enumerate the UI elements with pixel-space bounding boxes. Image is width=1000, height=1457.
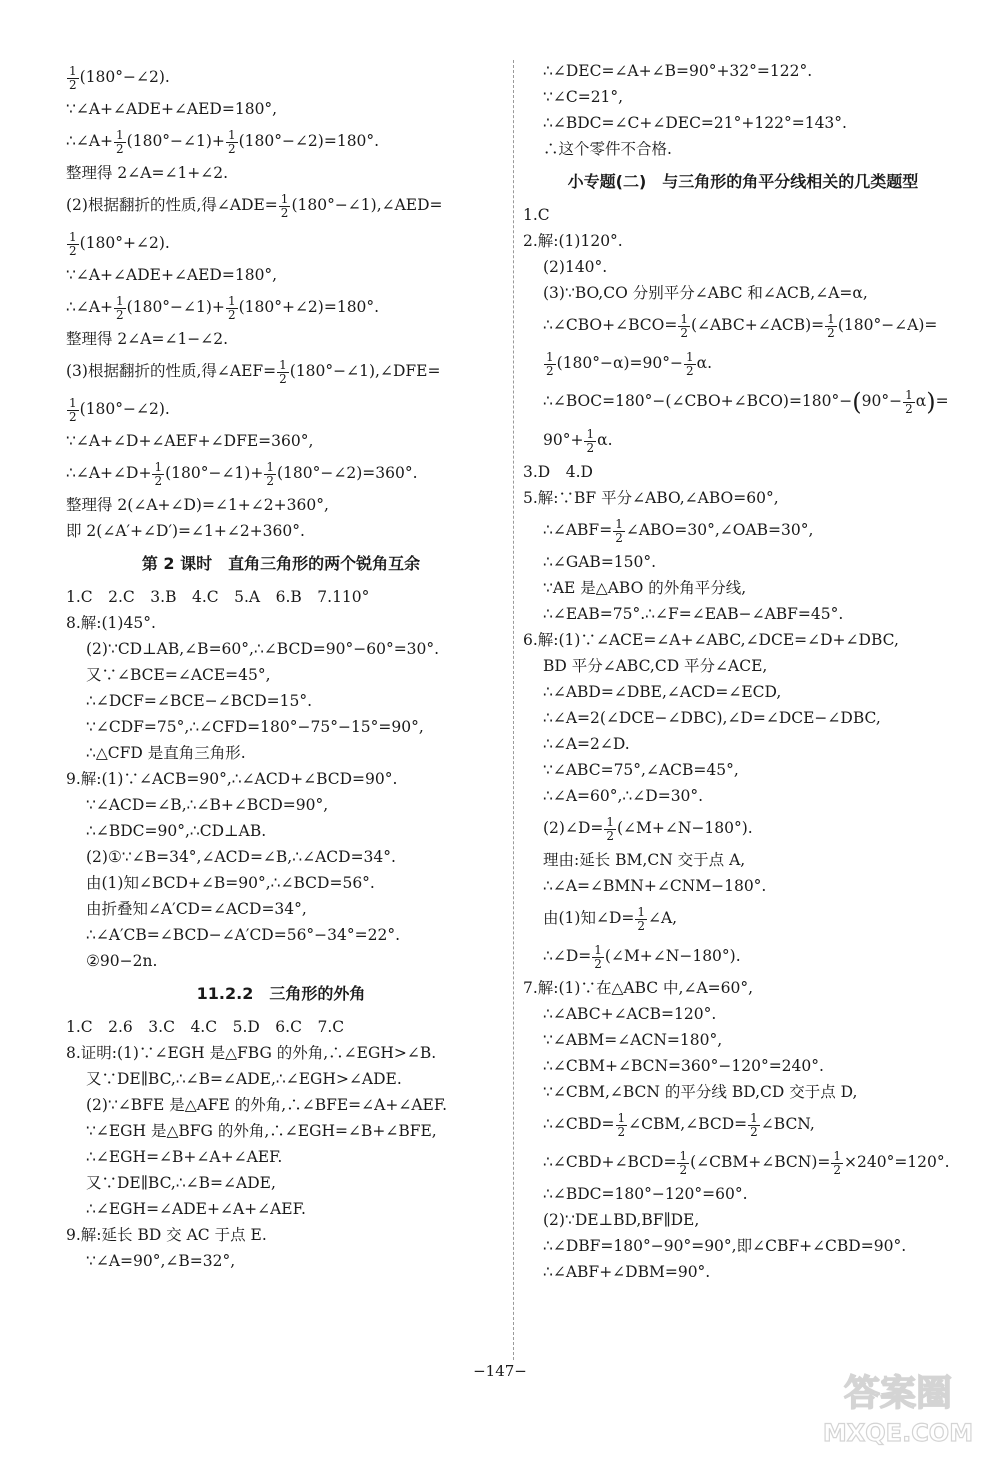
answer-line: 7.解:(1)∵在△ABC 中,∠A=60°, (523, 979, 754, 997)
fraction: $\frac{1}{2}$ (116, 127, 124, 156)
fraction: $\frac{1}{2}$ (615, 516, 623, 545)
answer-line: ∴∠A=60°,∴∠D=30°. (543, 787, 704, 805)
answer-line: BD 平分∠ABC,CD 平分∠ACE, (543, 657, 768, 675)
fraction: $\frac{1}{2}$ (154, 459, 163, 488)
answer-line: 理由:延长 BM,CN 交于点 A, (543, 851, 746, 869)
watermark-logo (808, 1361, 988, 1451)
answer-line: (3)∵BO,CO 分别平分∠ABC 和∠ACB,∠A=α, (543, 284, 868, 302)
answer-line: (2)∵DE⊥BD,BF∥DE, (543, 1211, 700, 1229)
column-divider (513, 60, 514, 1360)
answer-line: 由(1)知∠BCD+∠B=90°,∴∠BCD=56°. (86, 874, 375, 892)
text-line: ∴∠A+ $\frac{1}{2}$ (180°−∠1)+ $\frac{1}{2}$ (180°+∠2)=180°. (66, 293, 380, 322)
fraction: $\frac{1}{2}$ (617, 1110, 626, 1139)
answer-line: ∴∠A=∠BMN+∠CNM−180°. (543, 877, 767, 895)
page-number: −147− (473, 1362, 527, 1380)
section-heading: 小专题(二) 与三角形的角平分线相关的几类题型 (567, 172, 919, 191)
fraction: $\frac{1}{2}$ (679, 1148, 688, 1177)
fraction: $\frac{1}{2}$ (594, 942, 602, 971)
text-line: 整理得 2∠A=∠1−∠2. (66, 330, 229, 348)
text-line: $\frac{1}{2}$ (180°−∠2). (69, 63, 170, 92)
text-line: ∴这个零件不合格. (543, 140, 672, 158)
fraction: $\frac{1}{2}$ (69, 229, 77, 258)
fraction: $\frac{1}{2}$ (116, 293, 124, 322)
answer-line: ∴∠CBD+∠BCD= $\frac{1}{2}$ (∠CBM+∠BCN)= $\frac{1}{2}$ ×240°=120°. (543, 1148, 950, 1177)
fraction: $\frac{1}{2}$ (227, 127, 236, 156)
answer-line: (2)∠D= $\frac{1}{2}$ (∠M+∠N−180°). (543, 814, 753, 843)
answer-line: (2)①∵∠B=34°,∠ACD=∠B,∴∠ACD=34°. (86, 848, 396, 866)
answer-line: 1.C 2.C 3.B 4.C 5.A 6.B 7.110° (66, 588, 370, 606)
fraction: $\frac{1}{2}$ (69, 395, 77, 424)
fraction: $\frac{1}{2}$ (905, 387, 913, 416)
answer-line: ∴∠EAB=75°.∴∠F=∠EAB−∠ABF=45°. (543, 605, 844, 623)
answer-line: ∴∠CBD= $\frac{1}{2}$ ∠CBM,∠BCD= $\frac{1}{2}$ ∠BCN, (543, 1110, 815, 1139)
answer-line: ∴∠GAB=150°. (543, 553, 657, 571)
fraction: $\frac{1}{2}$ (833, 1148, 841, 1177)
fraction: $\frac{1}{2}$ (69, 63, 77, 92)
answer-line: ∴∠ABF= $\frac{1}{2}$ ∠ABO=30°,∠OAB=30°, (543, 516, 814, 545)
fraction: $\frac{1}{2}$ (680, 311, 688, 340)
text-line: ∴∠A+ $\frac{1}{2}$ (180°−∠1)+ $\frac{1}{2}$ (180°−∠2)=180°. (66, 127, 380, 156)
answer-line: ∵∠A=90°,∠B=32°, (86, 1252, 236, 1270)
answer-line: 由折叠知∠A′CD=∠ACD=34°, (86, 900, 307, 918)
answer-line: ∴∠ABF+∠DBM=90°. (543, 1263, 711, 1281)
fraction: $\frac{1}{2}$ (750, 1110, 758, 1139)
answer-line: ∴∠CBO+∠BCO= $\frac{1}{2}$ (∠ABC+∠ACB)= $\frac{1}{2}$ (180°−∠A)= (543, 311, 938, 340)
answer-line: 6.解:(1)∵∠ACE=∠A+∠ABC,∠DCE=∠D+∠DBC, (523, 631, 899, 649)
fraction: $\frac{1}{2}$ (685, 349, 694, 378)
text-line: (3)根据翻折的性质,得∠AEF= $\frac{1}{2}$ (180°−∠1),∠DFE= (66, 357, 441, 386)
answer-line: 9.解:(1)∵∠ACB=90°,∴∠ACD+∠BCD=90°. (66, 770, 398, 788)
answer-line: ∴∠A′CB=∠BCD−∠A′CD=56°−34°=22°. (86, 926, 401, 944)
watermark-bottom-text: MXQE.COM (822, 1419, 974, 1447)
fraction: $\frac{1}{2}$ (637, 904, 645, 933)
text-line: (2)根据翻折的性质,得∠ADE= $\frac{1}{2}$ (180°−∠1),∠AED= (66, 191, 443, 220)
text-line: ∵∠A+∠ADE+∠AED=180°, (66, 100, 278, 118)
answer-line: 9.解:延长 BD 交 AC 于点 E. (66, 1226, 267, 1244)
answer-line: (2)140°. (543, 258, 608, 276)
answer-line: ∴∠ABC+∠ACB=120°. (543, 1005, 717, 1023)
answer-line: ∴∠A=2∠D. (543, 735, 630, 753)
answer-line: ∵∠ACD=∠B,∴∠B+∠BCD=90°, (86, 796, 329, 814)
watermark-top-text: 答案圈 (843, 1373, 953, 1414)
fraction: $\frac{1}{2}$ (279, 357, 287, 386)
answer-line: 8.证明:(1)∵∠EGH 是△FBG 的外角,∴∠EGH>∠B. (66, 1044, 437, 1062)
answer-line: 3.D 4.D (523, 463, 593, 481)
answer-line: ∴∠BOC=180°−(∠CBO+∠BCO)=180°−(90°− $\frac{1}{2}$ α)= (543, 387, 949, 416)
answer-line: 5.解:∵BF 平分∠ABO,∠ABO=60°, (523, 489, 779, 507)
text-line: ∴∠A+∠D+ $\frac{1}{2}$ (180°−∠1)+ $\frac{1}{2}$ (180°−∠2)=360°. (66, 459, 418, 488)
left-column (66, 58, 496, 1274)
fraction: $\frac{1}{2}$ (606, 814, 614, 843)
text-line: ∵∠A+∠D+∠AEF+∠DFE=360°, (66, 432, 314, 450)
answer-line: ∵∠ABC=75°,∠ACB=45°, (543, 761, 739, 779)
text-line: $\frac{1}{2}$ (180°−∠2). (69, 395, 170, 424)
answer-line: 又∵DE∥BC,∴∠B=∠ADE, (86, 1174, 276, 1192)
answer-line: (2)∵∠BFE 是△AFE 的外角,∴∠BFE=∠A+∠AEF. (86, 1096, 448, 1114)
right-column (523, 58, 963, 1285)
text-line: 整理得 2(∠A+∠D)=∠1+∠2+360°, (66, 496, 329, 514)
answer-line: 又∵∠BCE=∠ACE=45°, (86, 666, 271, 684)
answer-line: ∴∠DCF=∠BCE−∠BCD=15°. (86, 692, 313, 710)
answer-line: 2.解:(1)120°. (523, 232, 623, 250)
fraction: $\frac{1}{2}$ (827, 311, 835, 340)
answer-line: ∴∠A=2(∠DCE−∠DBC),∠D=∠DCE−∠DBC, (543, 709, 881, 727)
fraction: $\frac{1}{2}$ (266, 459, 274, 488)
answer-line: ∴∠ABD=∠DBE,∠ACD=∠ECD, (543, 683, 782, 701)
text-line: ∵∠C=21°, (543, 88, 624, 106)
fraction: $\frac{1}{2}$ (546, 349, 554, 378)
text-line: $\frac{1}{2}$ (180°+∠2). (69, 229, 170, 258)
answer-line: ∴∠BDC=90°,∴CD⊥AB. (86, 822, 267, 840)
fraction: $\frac{1}{2}$ (586, 426, 595, 455)
text-line: 即 2(∠A′+∠D′)=∠1+∠2+360°. (66, 522, 305, 540)
answer-line: ∴∠DBF=180°−90°=90°,即∠CBF+∠CBD=90°. (543, 1237, 907, 1255)
answer-line: ∴∠EGH=∠B+∠A+∠AEF. (86, 1148, 283, 1166)
answer-line: ②90−2n. (86, 952, 158, 970)
answer-line: ∵∠EGH 是△BFG 的外角,∴∠EGH=∠B+∠BFE, (86, 1122, 437, 1140)
answer-line: ∵∠CBM,∠BCN 的平分线 BD,CD 交于点 D, (543, 1083, 858, 1101)
fraction: $\frac{1}{2}$ (227, 293, 236, 322)
answer-line: 8.解:(1)45°. (66, 614, 156, 632)
text-line: ∴∠DEC=∠A+∠B=90°+32°=122°. (543, 62, 813, 80)
section-heading: 第 2 课时 直角三角形的两个锐角互余 (141, 554, 421, 573)
answer-line: ∴∠EGH=∠ADE+∠A+∠AEF. (86, 1200, 306, 1218)
answer-line: ∴∠CBM+∠BCN=360°−120°=240°. (543, 1057, 824, 1075)
answer-line: ∵∠CDF=75°,∴∠CFD=180°−75°−15°=90°, (86, 718, 424, 736)
answer-line: ∵∠ABM=∠ACN=180°, (543, 1031, 723, 1049)
text-line: 整理得 2∠A=∠1+∠2. (66, 164, 229, 182)
text-line: ∴∠BDC=∠C+∠DEC=21°+122°=143°. (543, 114, 847, 132)
section-heading: 11.2.2 三角形的外角 (196, 984, 366, 1003)
answer-line: 1.C 2.6 3.C 4.C 5.D 6.C 7.C (66, 1018, 345, 1036)
answer-line: ∴∠D= $\frac{1}{2}$ (∠M+∠N−180°). (543, 942, 741, 971)
text-line: ∵∠A+∠ADE+∠AED=180°, (66, 266, 278, 284)
answer-line: ∴∠BDC=180°−120°=60°. (543, 1185, 748, 1203)
answer-line: 90°+ $\frac{1}{2}$ α. (543, 426, 613, 455)
answer-line: ∴△CFD 是直角三角形. (86, 744, 246, 762)
answer-line: (2)∵CD⊥AB,∠B=60°,∴∠BCD=90°−60°=30°. (86, 640, 440, 658)
answer-line: ∵AE 是△ABO 的外角平分线, (543, 579, 747, 597)
answer-line: 又∵DE∥BC,∴∠B=∠ADE,∴∠EGH>∠ADE. (86, 1070, 402, 1088)
answer-line: 由(1)知∠D= $\frac{1}{2}$ ∠A, (543, 904, 678, 933)
answer-line: $\frac{1}{2}$ (180°−α)=90°− $\frac{1}{2}$ α. (546, 349, 713, 378)
fraction: $\frac{1}{2}$ (280, 191, 289, 220)
answer-line: 1.C (523, 206, 550, 224)
